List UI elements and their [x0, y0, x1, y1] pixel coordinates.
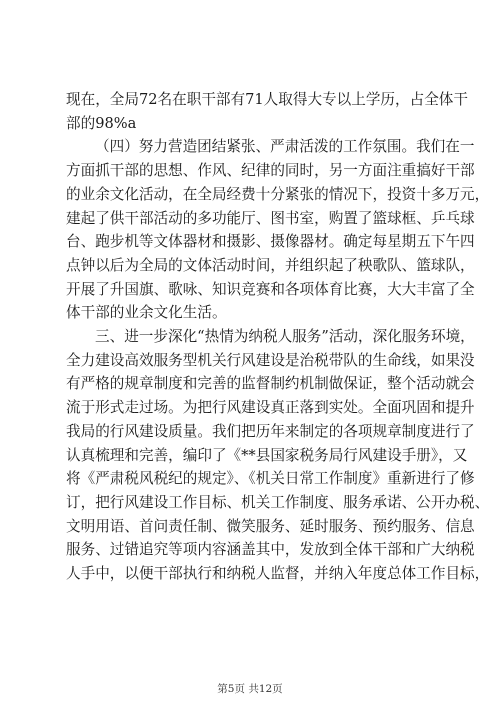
- text-line: 方面抓干部的思想、作风、纪律的同时，另一方面注重搞好干部: [66, 162, 475, 180]
- paragraph-section-three: [66, 325, 490, 586]
- text-line: 现在，全局72名在职干部有71人取得大专以上学历，占全体干: [66, 91, 468, 108]
- text-line: 建起了供干部活动的多功能厅、图书室，购置了篮球框、乒乓球: [66, 209, 475, 227]
- paragraph-section-four: [66, 135, 490, 325]
- text-line: 服务、过错追究等项内容涵盖其中，发放到全体干部和广大纳税: [66, 541, 475, 559]
- text-line: 部的98%a: [66, 114, 137, 132]
- text-line: 流于形式走过场。为把行风建设真正落到实处。全面巩固和提升: [66, 399, 475, 417]
- page-number-footer: 第5页 共12页: [217, 683, 283, 695]
- document-body: [66, 88, 490, 586]
- text-line: 有严格的规章制度和完善的监督制约机制做保证，整个活动就会: [66, 375, 475, 393]
- text-line: 点钟以后为全局的文体活动时间，并组织起了秧歌队、篮球队，: [66, 256, 475, 274]
- text-line: 体干部的业余文化生活。: [66, 304, 227, 322]
- text-line: 人手中，以便干部执行和纳税人监督，并纳入年度总体工作目标，: [66, 565, 490, 583]
- text-line: （四）努力营造团结紧张、严肃活泼的工作氛围。我们在一: [95, 138, 475, 156]
- text-line: 开展了升国旗、歌咏、知识竞赛和各项体育比赛，大大丰富了全: [66, 280, 475, 298]
- text-line: 全力建设高效服务型机关行风建设是治税带队的生命线，如果没: [66, 351, 475, 369]
- text-line: 认真梳理和完善，编印了《**县国家税务局行风建设手册》，又: [66, 446, 468, 464]
- text-line: 我局的行风建设质量。我们把历年来制定的各项规章制度进行了: [66, 422, 475, 440]
- paragraph-education-stats: [66, 88, 468, 135]
- text-line: 将《严肃税风税纪的规定》、《机关日常工作制度》重新进行了修: [66, 470, 475, 488]
- text-line: 台、跑步机等文体器材和摄影、摄像器材。确定每星期五下午四: [66, 233, 475, 251]
- text-line: 的业余文化活动，在全局经费十分紧张的情况下，投资十多万元，: [66, 185, 490, 203]
- text-line: 三、进一步深化“热情为纳税人服务”活动，深化服务环境，: [95, 328, 475, 346]
- text-line: 订，把行风建设工作目标、机关工作制度、服务承诺、公开办税、: [66, 493, 490, 511]
- text-line: 文明用语、首问责任制、微笑服务、延时服务、预约服务、信息: [66, 517, 475, 535]
